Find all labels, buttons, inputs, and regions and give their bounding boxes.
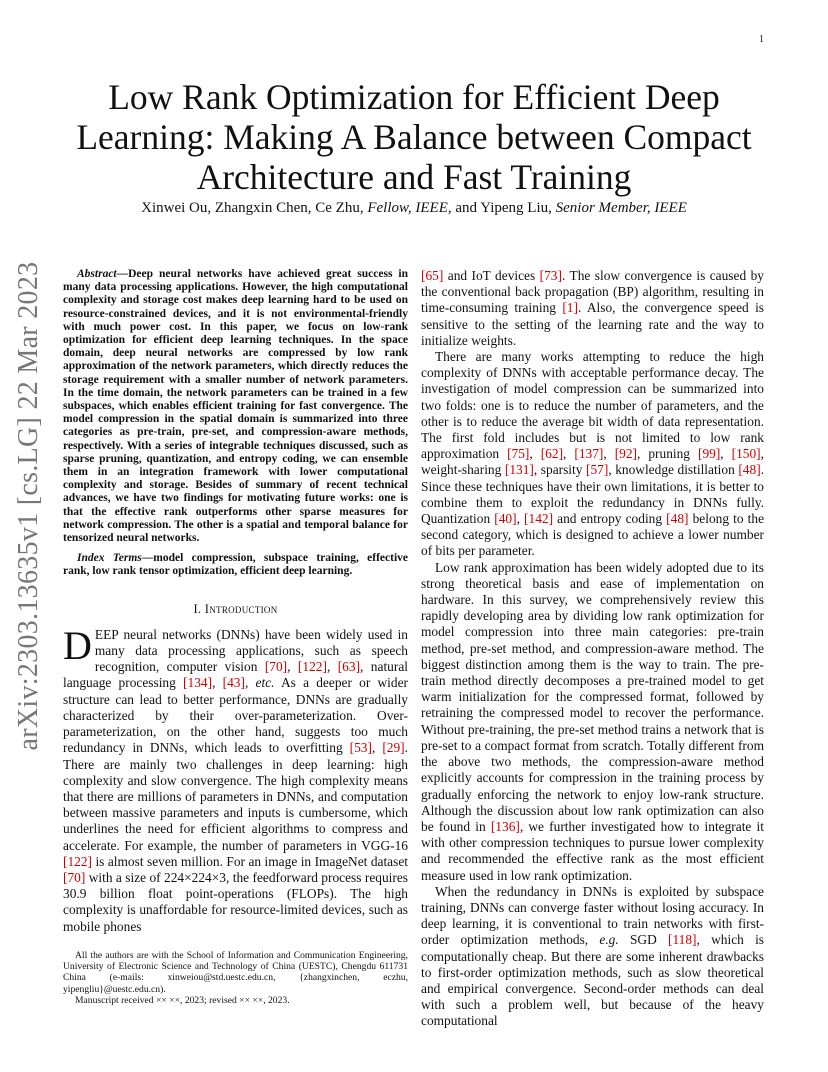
body-text: and entropy coding	[553, 511, 667, 527]
body-text: Low rank approximation has been widely adopted due to its strong theoretical basis and ease of implementation on hardware. In this survey, we comprehensively review this rapidly developing area by dividing low rank optimization for model compression into three main categories: pre-train method, pre-set method, and compression-aware method. The biggest distinction among them is the way to train. The pre-train method directly decomposes a pre-trained model to get warm initialization for the compressed format, followed by retraining the compressed model to recover the performance. Without pre-training, the pre-set method trains a network that is pre-set to a compact format from scratch. Totally different from the above two methods, the compression-aware method explicitly accounts for compression in the training process by gradually enforcing the network to enjoy low-rank structure. Although the discussion about low rank optimization can also be found in	[421, 559, 764, 834]
citation-link[interactable]: [62]	[540, 446, 564, 462]
body-paragraph	[421, 349, 764, 560]
body-text: ,	[529, 446, 541, 462]
drop-cap: D	[63, 622, 92, 668]
body-text: ,	[212, 675, 223, 691]
citation-link[interactable]: [65]	[421, 268, 444, 283]
citation-link[interactable]: [134]	[183, 675, 213, 691]
citation-link[interactable]: [29]	[382, 740, 405, 756]
citation-link[interactable]: [63]	[337, 659, 361, 675]
italic-text: etc.	[255, 675, 275, 691]
body-text: ,	[603, 446, 615, 462]
right-column	[421, 268, 764, 1030]
citation-link[interactable]: [43]	[222, 675, 245, 691]
author-line	[60, 200, 768, 217]
body-text: is almost seven million. For an image in ImageNet dataset	[92, 853, 408, 869]
body-text: , knowledge distillation	[608, 462, 739, 478]
body-text: ,	[563, 446, 575, 462]
citation-link[interactable]: [142]	[524, 511, 554, 527]
author-membership: Senior Member, IEEE	[555, 200, 687, 216]
index-terms-label: Index Terms	[77, 552, 142, 565]
body-text: SGD	[618, 932, 668, 948]
body-text: , pruning	[637, 446, 698, 462]
author-membership: Fellow, IEEE	[367, 200, 448, 216]
citation-link[interactable]: [92]	[614, 446, 638, 462]
body-text: ,	[244, 675, 256, 691]
body-text: As a deeper or wider structure can lead to better performance, DNNs are gradually characterized by their over-parameterization. Over-parameterization, on the other hand, suggests too much redundancy in DNNs, which leads to overfitting	[63, 675, 408, 756]
body-text: , we further investigated how to integrate it with other compression techniques to pursue lower complexity and recommended the effective rank as the most efficient measure used in low rank optimization.	[421, 818, 764, 883]
body-text: ,	[326, 659, 338, 675]
body-text: belong to the second category, which is designed to achieve a lower number of bits per parameter.	[421, 511, 765, 559]
body-text: . There are mainly two challenges in deep learning: high complexity and slow convergence. The high complexity means that there are millions of parameters in DNNs, and computation between massive parameters and inputs is cumbersome, which underlines the need for efficient algorithms to compress and accelerate. For example, the number of parameters in VGG-16	[63, 740, 408, 853]
section-heading: I. Introduction	[193, 601, 278, 616]
abstract	[63, 268, 408, 545]
citation-link[interactable]: [75]	[507, 446, 530, 462]
body-text: , sparsity	[533, 462, 586, 478]
citation-link[interactable]: [136]	[490, 818, 520, 834]
footnote	[63, 950, 408, 1006]
citation-link[interactable]: [53]	[349, 740, 372, 756]
body-text: ,	[287, 659, 298, 675]
body-text: . The slow convergence is caused by the conventional back propagation (BP) algorithm, resulting in time-consuming training	[421, 268, 764, 316]
body-text: . Also, the convergence speed is sensitive to the setting of the learning rate and the way to initialize weights.	[421, 300, 765, 348]
page-number: 1	[759, 34, 764, 45]
body-text: When the redundancy in DNNs is exploited by subspace training, DNNs can converge faster without losing accuracy. In deep learning, it is conventional to train networks with first-order optimization methods,	[421, 883, 764, 948]
body-text: ,	[371, 740, 383, 756]
body-text: There are many works attempting to reduce the high complexity of DNNs with acceptable performance decay. The investigation of model compression can be summarized into two folds: one is to reduce the number of parameters, and the other is to reduce the average bit width of data representation. The first fold includes but is not limited to low rank approximation	[421, 349, 764, 462]
author-names: , and Yipeng Liu,	[447, 200, 552, 216]
citation-link[interactable]: [57]	[586, 462, 609, 478]
body-paragraph	[421, 268, 764, 349]
citation-link[interactable]: [40]	[494, 511, 517, 527]
citation-link[interactable]: [131]	[504, 462, 534, 478]
body-text: ,	[516, 511, 525, 527]
citation-link[interactable]: [118]	[668, 932, 697, 948]
footnote-affiliation: All the authors are with the School of Information and Communication Engineering, University of Electronic Science and Technology of China (UESTC), Chengdu 611731 China (e-mails: xinweiou@std.uestc.edu.cn, {zhangxinchen, eczhu, yipengliu}@uestc.edu.cn).	[63, 950, 408, 995]
body-paragraph	[421, 884, 764, 1030]
citation-link[interactable]: [122]	[63, 853, 93, 869]
abstract-label: Abstract	[77, 268, 117, 280]
intro-text	[63, 622, 408, 934]
citation-link[interactable]: [70]	[264, 659, 288, 675]
citation-link[interactable]: [73]	[539, 268, 562, 283]
body-text: , natural language processing	[63, 659, 408, 691]
abstract-text: —Deep neural networks have achieved great success in many data processing applications. However, the high computational complexity and storage cost makes deep learning hard to be used on resource-constrained devices, and it is not environmental-friendly with much power cost. In this paper, we focus on low-rank optimization for efficient deep learning techniques. In the space domain, deep neural networks are compressed by low rank approximation of the network parameters, which directly reduces the storage requirement with a smaller number of network parameters. In the time domain, the network parameters can be trained in a few subspaces, which enables efficient training for fast convergence. The model compression in the spatial domain is summarized into three categories as pre-train, pre-set, and compression-aware methods, respectively. With a series of integrable techniques discussed, such as sparse pruning, quantization, and entropy coding, we can ensemble them in an integration framework with lower computational complexity and storage. Besides of summary of recent technical advances, we have two findings for motivating future works: one is that the effective rank outperforms other sparse measures for network compression. The other is a spatial and temporal balance for tensorized neural networks.	[63, 268, 408, 545]
intro-paragraph	[63, 622, 408, 935]
body-paragraph	[421, 560, 764, 884]
body-text: and IoT devices	[443, 268, 540, 283]
body-text: with a size of 224×224×3, the feedforward process requires 30.9 billion float point-operations (FLOPs). The high complexity is unaffordable for resource-limited devices, such as mobile phones	[63, 869, 408, 934]
author-names: Xinwei Ou, Zhangxin Chen, Ce Zhu,	[141, 200, 364, 216]
footnote-manuscript: Manuscript received ×× ××, 2023; revised ×× ××, 2023.	[75, 994, 290, 1006]
left-column	[63, 268, 408, 935]
citation-link[interactable]: [150]	[731, 446, 761, 462]
citation-link[interactable]: [1]	[562, 300, 578, 316]
citation-link[interactable]: [70]	[63, 869, 86, 885]
citation-link[interactable]: [122]	[297, 659, 327, 675]
citation-link[interactable]: [48]	[738, 462, 761, 478]
body-text: . Since these techniques have their own limitations, it is better to combine them to exploit the redundancy in DNNs fully. Quantization	[421, 462, 765, 527]
arxiv-stamp: arXiv:2303.13635v1 [cs.LG] 22 Mar 2023	[13, 261, 44, 751]
body-text: ,	[720, 446, 732, 462]
citation-link[interactable]: [99]	[697, 446, 721, 462]
body-text: EEP neural networks (DNNs) have been widely used in many data processing applications, such as speech recognition, computer vision	[94, 626, 408, 675]
citation-link[interactable]: [137]	[574, 446, 604, 462]
citation-link[interactable]: [48]	[666, 511, 689, 527]
index-terms-text: —model compression, subspace training, effective rank, low rank tensor optimization, efficient deep learning.	[63, 552, 408, 578]
body-text: , weight-sharing	[421, 446, 764, 478]
paper-title: Low Rank Optimization for Efficient Deep Learning: Making A Balance between Compact Architecture and Fast Training	[76, 77, 752, 197]
italic-text: e.g.	[599, 932, 619, 948]
body-text: , which is computationally cheap. But there are some inherent drawbacks to first-order optimization methods, such as slow theoretical and empirical convergence. Second-order methods can deal with such a problem well, but because of the heavy computational	[421, 932, 764, 1029]
index-terms	[63, 552, 408, 578]
